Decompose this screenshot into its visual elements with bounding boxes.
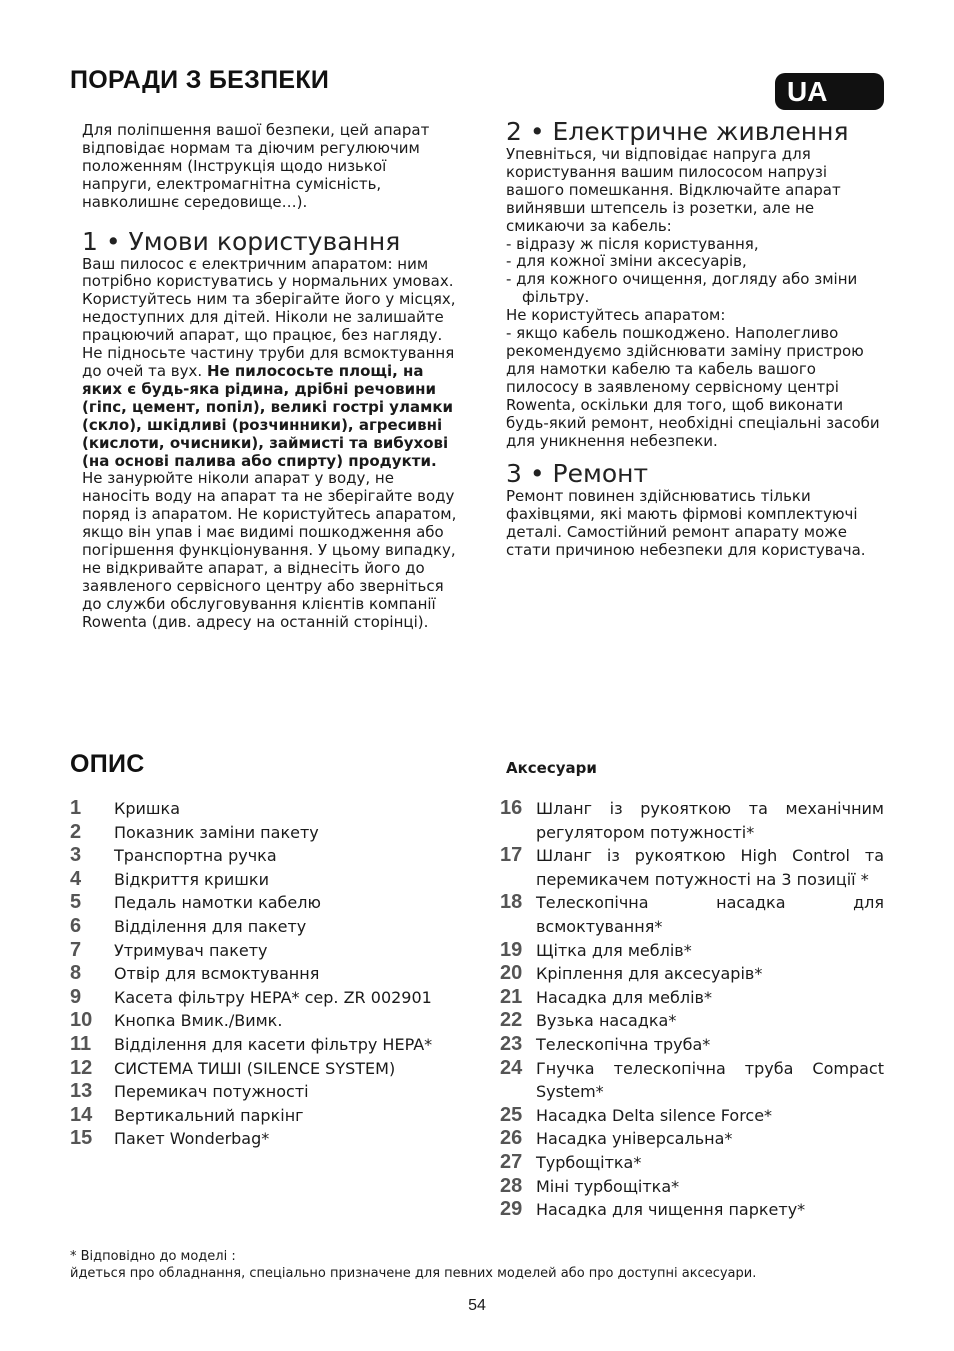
item-label: Насадка Delta silence Force*	[536, 1105, 773, 1125]
item-number: 18	[500, 891, 523, 914]
item-label: СИСТЕМА ТИШІ (SILENCE SYSTEM)	[114, 1058, 396, 1078]
item-number: 2	[70, 820, 82, 843]
section-2-dash-4: - якщо кабель пошкоджено. Наполегливо рекомендуємо здійснювати заміну пристрою для намотки кабелю та кабель вашого пилососу в заявленому сервісному центрі Rowenta, оскільки для того, щоб виконати будь-який ремонт, необхідні спеціальні засоби для уникнення небезпеки.	[506, 324, 880, 450]
section-2-paragraph-2: Не користуйтесь апаратом:	[506, 306, 726, 325]
section-2-dash-3: - для кожного очищення, догляду або зміни фільтру.	[506, 270, 858, 307]
item-number: 14	[70, 1103, 93, 1126]
item-label: Шланг із рукояткою та механічним регулятором потужності*	[536, 799, 884, 842]
item-label: Показник заміни пакету	[114, 822, 319, 842]
section-2-title: 2 • Електричне живлення	[506, 117, 849, 146]
part-item	[70, 962, 450, 986]
item-label: Телескопічна труба*	[536, 1034, 711, 1054]
section-2-dash-1: - відразу ж після користування,	[506, 234, 759, 253]
section-3-title: 3 • Ремонт	[506, 459, 649, 489]
safety-right-column	[506, 118, 886, 560]
item-number: 26	[500, 1127, 523, 1150]
item-number: 9	[70, 985, 82, 1008]
part-item	[70, 1080, 450, 1104]
item-number: 23	[500, 1032, 523, 1055]
part-item	[70, 915, 450, 939]
description-title: ОПИС	[70, 750, 145, 778]
item-number: 7	[70, 938, 82, 961]
item-label: Щітка для меблів*	[536, 940, 692, 960]
part-item	[70, 986, 450, 1010]
section-1-paragraph-3	[82, 345, 460, 632]
item-label: Турбощітка*	[536, 1152, 642, 1172]
paragraph-3-warning: Не пилососьте площі, на яких є будь-яка рідина, дрібні речовини (гіпс, цемент, попіл), великі гострі уламки (скло), шкідливі (розчинники), агресивні (кислоти, очисники), займисті та вибухові (на основі палива або спирту) продукти.	[82, 361, 454, 470]
section-3-paragraph-1: Ремонт повинен здійснюватись тільки фахівцями, які мають фірмові комплектуючі деталі. Самостійний ремонт апарату може стати причиною небезпеки для користувача.	[506, 487, 866, 560]
item-number: 15	[70, 1127, 93, 1150]
part-item	[70, 1009, 450, 1033]
item-label: Телескопічна насадка для всмоктування*	[536, 893, 884, 936]
item-number: 12	[70, 1056, 93, 1079]
item-number: 17	[500, 844, 523, 867]
item-number: 20	[500, 962, 523, 985]
item-label: Відділення для касети фільтру HEPA*	[114, 1034, 433, 1054]
item-number: 13	[70, 1080, 93, 1103]
item-number: 21	[500, 985, 523, 1008]
item-label: Відкриття кришки	[114, 869, 269, 889]
accessory-item	[500, 1198, 884, 1222]
item-label: Відділення для пакету	[114, 916, 307, 936]
accessory-item	[500, 1151, 884, 1175]
accessory-item	[500, 1057, 884, 1104]
accessory-item	[500, 1175, 884, 1199]
part-item	[70, 1033, 450, 1057]
accessory-item	[500, 1033, 884, 1057]
item-number: 24	[500, 1056, 523, 1079]
section-2-paragraph-1: Упевніться, чи відповідає напруга для користування вашим пилососом напрузі вашого помешкання. Відключайте апарат вийнявши штепсель із розетки, але не смикаючи за кабель:	[506, 145, 841, 235]
item-label: Шланг із рукояткою High Control та перемикачем потужності на 3 позиції *	[536, 846, 884, 889]
item-label: Пакет Wonderbag*	[114, 1129, 270, 1149]
part-item	[70, 797, 450, 821]
item-number: 19	[500, 938, 523, 961]
part-item	[70, 868, 450, 892]
page-number: 54	[468, 1297, 486, 1314]
item-label: Утримувач пакету	[114, 940, 268, 960]
paragraph-3-end: Не занурюйте ніколи апарат у воду, не наносіть воду на апарат та не зберігайте воду поряд із апаратом. Не користуйтесь апаратом, якщо він упав і має видимі пошкодження або погіршення функціонування. У цьому випадку, не відкривайте апарат, а віднесіть його до заявленого сервісного центру або зверніться до служби обслуговування клієнтів компанії Rowenta (див. адресу на останній сторінці).	[82, 469, 457, 631]
part-item	[70, 821, 450, 845]
item-label: Насадка для чищення паркету*	[536, 1200, 806, 1220]
part-item	[70, 844, 450, 868]
section-1-paragraph-2: Користуйтесь ним та зберігайте його у місцях, недоступних для дітей. Ніколи не залишайте працюючий апарат, що працює, без нагляду.	[82, 290, 456, 345]
safety-intro: Для поліпшення вашої безпеки, цей апарат відповідає нормам та діючим регулюючим положенням (Інструкція щодо низької напруги, електромагнітна сумісність, навколишнє середовище…).	[82, 121, 430, 211]
item-label: Міні турбощітка*	[536, 1176, 680, 1196]
item-label: Транспортна ручка	[114, 846, 277, 866]
accessory-item	[500, 844, 884, 891]
item-number: 11	[70, 1032, 92, 1055]
item-number: 28	[500, 1174, 523, 1197]
accessory-item	[500, 939, 884, 963]
item-number: 25	[500, 1103, 523, 1126]
accessory-item	[500, 962, 884, 986]
item-label: Касета фільтру HEPA* сер. ZR 002901	[114, 987, 432, 1007]
section-1-title: 1 • Умови користування	[82, 226, 401, 256]
item-number: 22	[500, 1009, 523, 1032]
item-number: 1	[70, 797, 82, 819]
part-item	[70, 1127, 450, 1151]
item-label: Вертикальний паркінг	[114, 1105, 304, 1125]
part-item	[70, 891, 450, 915]
item-label: Отвір для всмоктування	[114, 964, 320, 984]
item-number: 27	[500, 1150, 523, 1173]
item-label: Гнучка телескопічна труба Compact System*	[536, 1058, 884, 1102]
item-number: 10	[70, 1009, 93, 1032]
item-number: 4	[70, 867, 82, 890]
part-item	[70, 1104, 450, 1128]
item-label: Педаль намотки кабелю	[114, 893, 321, 913]
paragraph-3-start: Не підносьте частину труби для всмоктування до очей та вух.	[82, 344, 455, 380]
item-label: Кріплення для аксесуарів*	[536, 964, 763, 984]
page-title: ПОРАДИ З БЕЗПЕКИ	[70, 66, 330, 94]
item-number: 3	[70, 844, 82, 867]
part-item	[70, 1057, 450, 1081]
item-label: Насадка для меблів*	[536, 987, 712, 1007]
accessories-list	[500, 797, 884, 1222]
item-label: Вузька насадка*	[536, 1011, 677, 1031]
footnote-text: йдеться про обладнання, спеціально призначене для певних моделей або про доступні аксесуари.	[70, 1266, 757, 1281]
item-number: 8	[70, 962, 82, 985]
accessories-title: Аксесуари	[506, 759, 597, 777]
item-label: Перемикач потужності	[114, 1082, 309, 1102]
language-badge: UA	[775, 73, 884, 110]
accessory-item	[500, 1127, 884, 1151]
parts-list	[70, 797, 450, 1151]
part-item	[70, 939, 450, 963]
footnote-marker: * Відповідно до моделі :	[70, 1249, 236, 1264]
accessory-item	[500, 1104, 884, 1128]
section-1-paragraph-1: Ваш пилосос є електричним апаратом: ним потрібно користуватись у нормальних умовах.	[82, 254, 454, 291]
item-number: 5	[70, 891, 82, 914]
section-2-dash-2: - для кожної зміни аксесуарів,	[506, 252, 747, 271]
item-number: 16	[500, 797, 523, 819]
item-number: 29	[500, 1198, 523, 1221]
item-number: 6	[70, 914, 82, 937]
accessory-item	[500, 986, 884, 1010]
item-label: Кнопка Вмик./Вимк.	[114, 1011, 283, 1031]
accessory-item	[500, 1009, 884, 1033]
safety-left-column	[82, 122, 460, 632]
accessory-item	[500, 891, 884, 938]
accessory-item	[500, 797, 884, 844]
item-label: Насадка універсальна*	[536, 1129, 733, 1149]
item-label: Кришка	[114, 799, 181, 818]
